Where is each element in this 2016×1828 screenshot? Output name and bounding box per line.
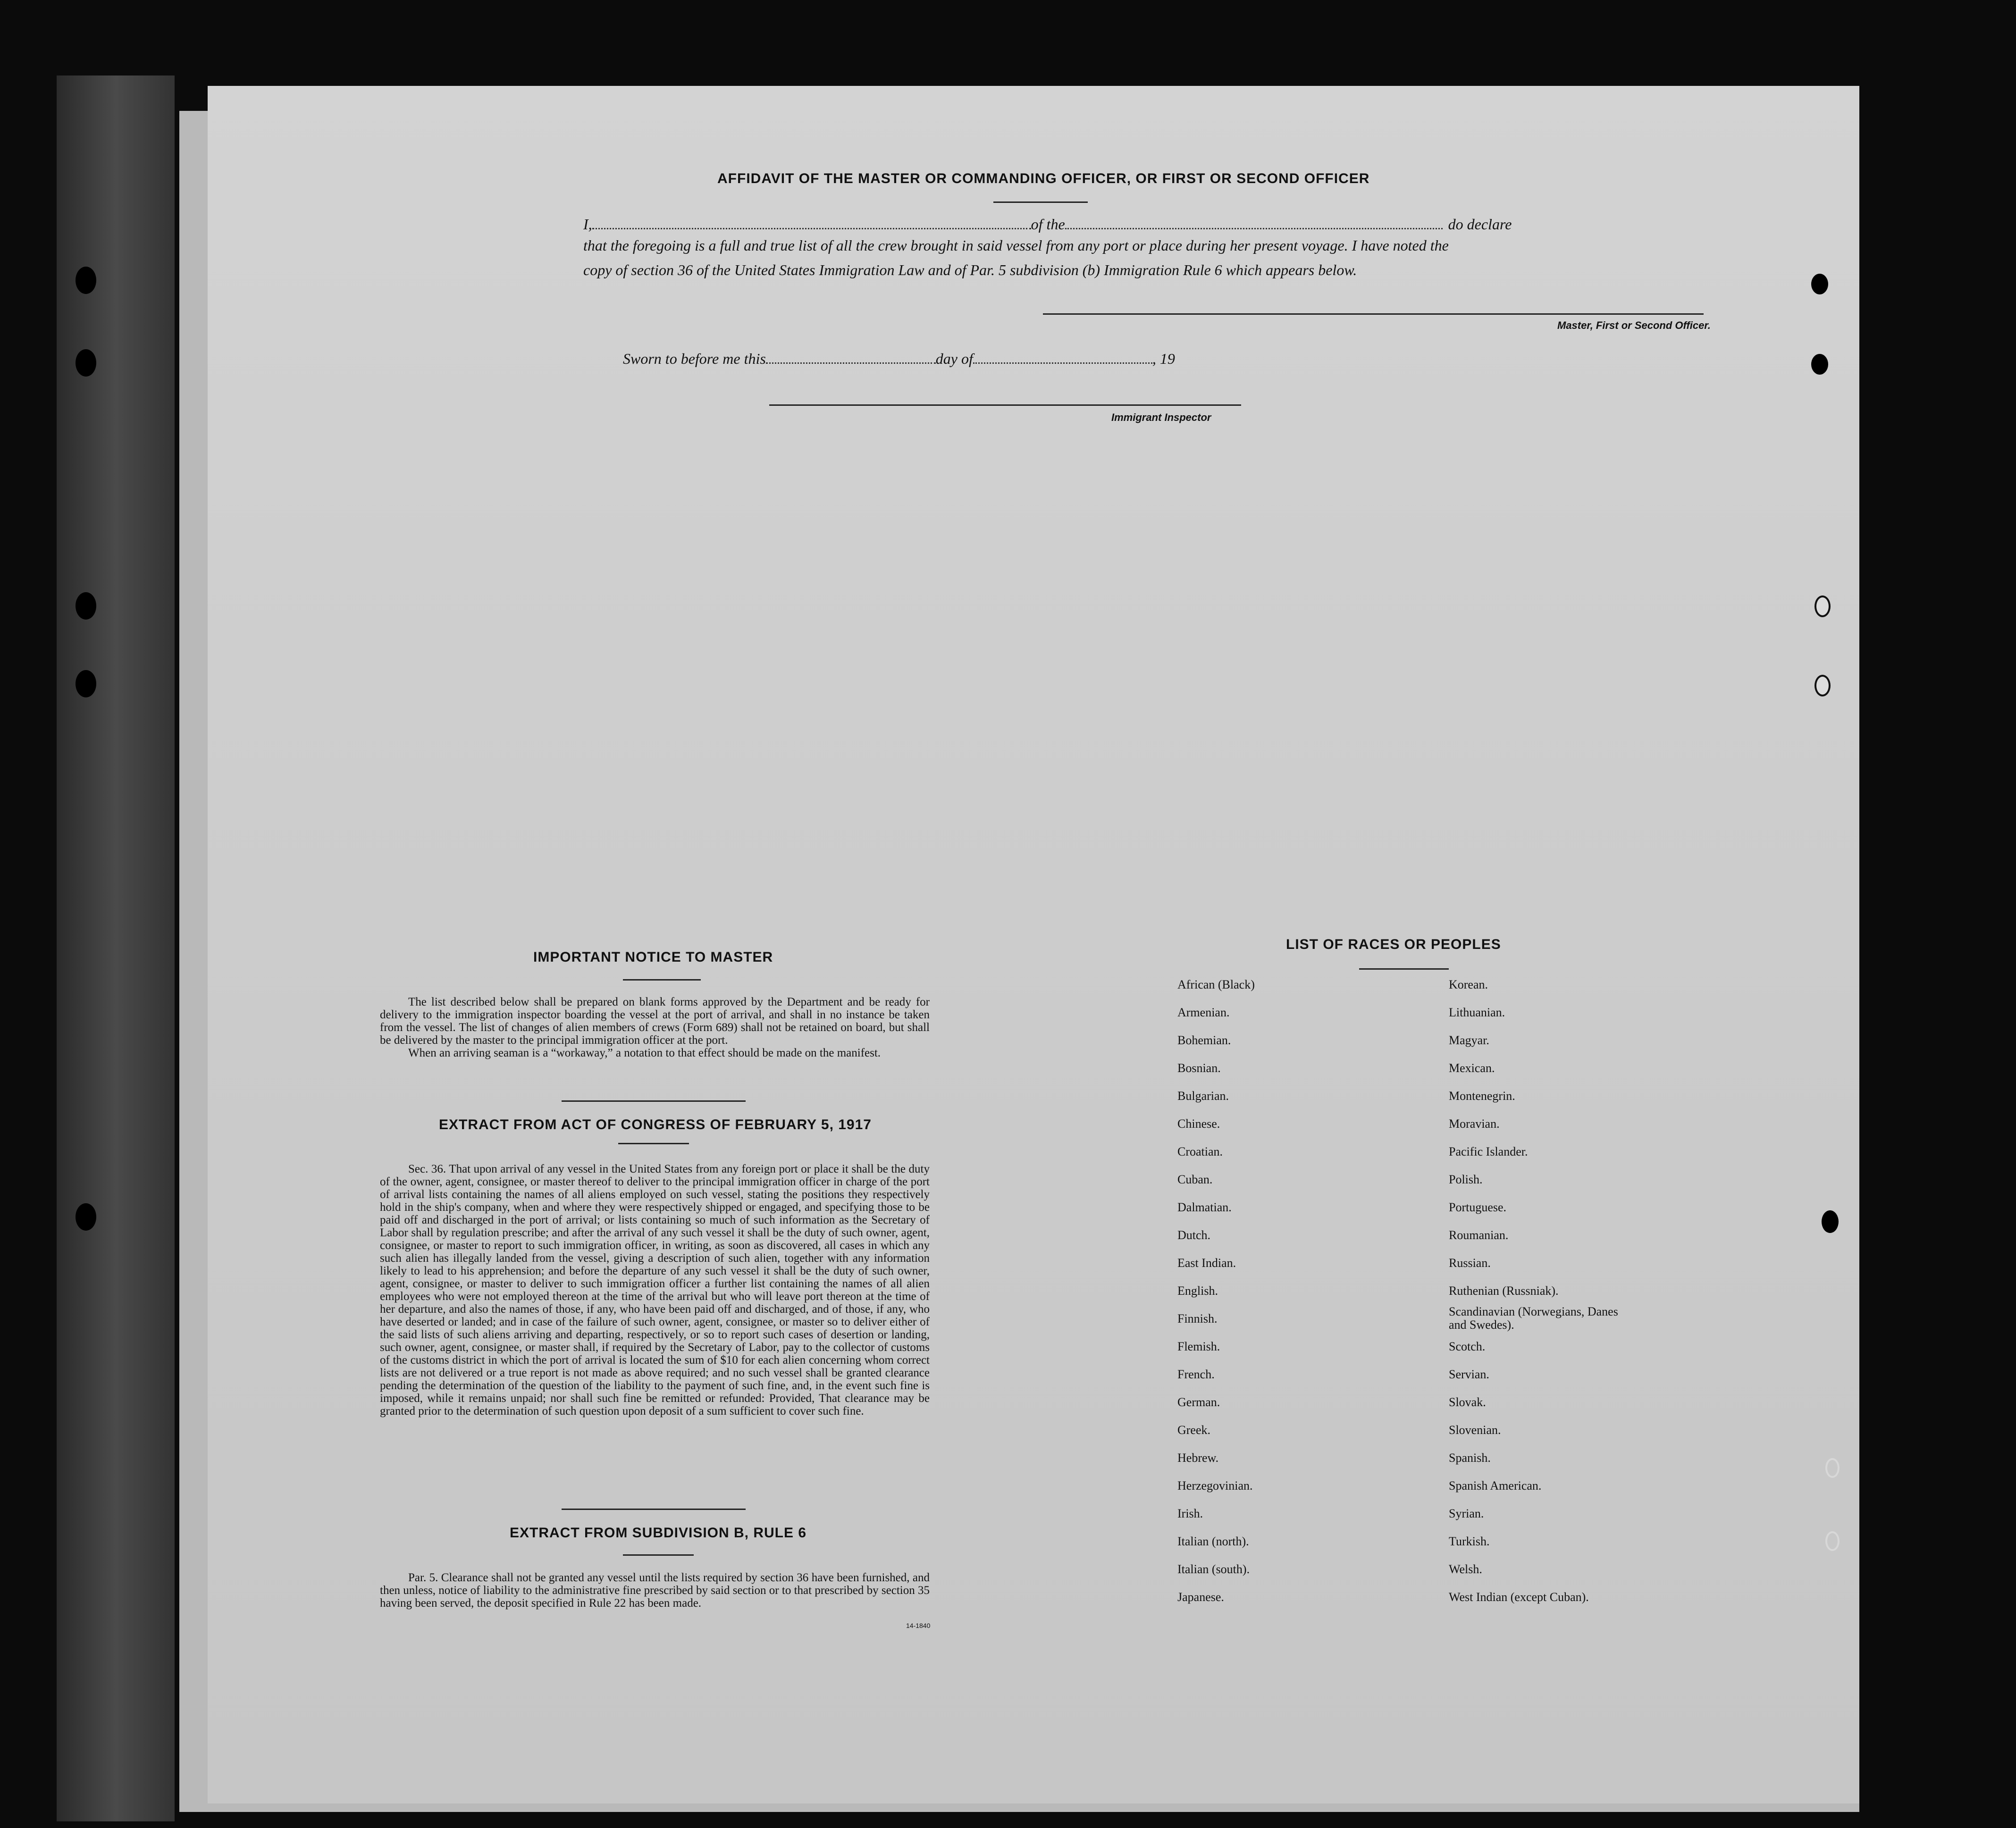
race-item: Korean. [1449, 978, 1488, 991]
punch-hole [1825, 1458, 1840, 1478]
punch-hole [1811, 274, 1828, 294]
race-item: Russian. [1449, 1256, 1491, 1270]
race-item: Dutch. [1177, 1228, 1211, 1242]
race-item: Finnish. [1177, 1312, 1218, 1325]
race-item: English. [1177, 1284, 1218, 1298]
extract-act-text [380, 1163, 930, 1417]
vessel-blank [1065, 216, 1443, 229]
affidavit-text: do declare [1448, 216, 1512, 233]
race-item: Ruthenian (Russniak). [1449, 1284, 1559, 1298]
race-item: Chinese. [1177, 1117, 1220, 1131]
race-item: Scotch. [1449, 1340, 1486, 1353]
race-item: Scandinavian (Norwegians, Danes and Swedes). [1449, 1305, 1618, 1332]
affidavit-text: I, [583, 216, 592, 233]
divider [1359, 968, 1449, 970]
race-item: Magyar. [1449, 1033, 1489, 1047]
punch-hole [76, 1203, 96, 1231]
race-item: Herzegovinian. [1177, 1479, 1253, 1493]
punch-hole [1811, 354, 1828, 375]
master-signature-label: Master, First or Second Officer. [1557, 319, 1711, 331]
punch-hole [1814, 675, 1831, 696]
race-item: Turkish. [1449, 1535, 1490, 1548]
extract-rule-title: EXTRACT FROM SUBDIVISION B, RULE 6 [510, 1525, 807, 1541]
race-item: Bulgarian. [1177, 1089, 1229, 1103]
notice-text [380, 996, 930, 1059]
extract-rule-paragraph: Par. 5. Clearance shall not be granted any vessel until the lists required by section 36 have been furnished, and then unless, notice of liability to the administrative fine prescribed by said section or to that prescribed by section 35 having been served, the deposit specified in Rule 22 has been made. [380, 1571, 930, 1610]
race-item: Moravian. [1449, 1117, 1500, 1131]
punch-hole [76, 670, 96, 697]
race-item: Greek. [1177, 1423, 1211, 1437]
race-item: Armenian. [1177, 1006, 1230, 1019]
affidavit-title: AFFIDAVIT OF THE MASTER OR COMMANDING OFFICER, OR FIRST OR SECOND OFFICER [717, 171, 1370, 186]
form-number: 14-1840 [906, 1622, 931, 1629]
race-item: Spanish. [1449, 1451, 1491, 1465]
race-item: Montenegrin. [1449, 1089, 1515, 1103]
extract-act-paragraph: Sec. 36. That upon arrival of any vessel in the United States from any foreign port or place it shall be the duty of the owner, agent, consignee, or master thereof to deliver to the principal immigration officer in charge of the port of arrival lists containing the names of all aliens employed on such vessel, stating the positions they respectively hold in the ship's company, when and where they were respectively shipped or engaged, and specifying those to be paid off and discharged in the port of arrival; or lists containing so much of such information as the Secretary of Labor shall by regulation prescribe; and after the arrival of any such vessel it shall be the duty of such owner, agent, consignee, or master to report to such immigration officer, in writing, as soon as discovered, all cases in which any such alien has illegally landed from the vessel, giving a description of such alien, together with any information likely to lead to his apprehension; and before the departure of any such vessel it shall be the duty of such owner, agent, consignee, or master to deliver to such immigration officer a further list containing the names of all alien employees who were not employed thereon at the time of the arrival but who will leave port thereon at the time of her departure, and also the names of those, if any, who have been paid off and discharged, and of those, if any, who have deserted or landed; and in case of the failure of such owner, agent, consignee, or master so to deliver either of the said lists of such aliens arriving and departing, respectively, or so to report such cases of desertion or landing, such owner, agent, consignee, or master shall, if required by the Secretary of Labor, pay to the collector of customs of the customs district in which the port of arrival is located the sum of $10 for each alien concerning whom correct lists are not delivered or a true report is not made as above required; and no such vessel shall be granted clearance pending the determination of the question of the liability to the payment of such fine, and, in the event such fine is imposed, while it remains unpaid; nor shall such fine be remitted or refunded: Provided, That clearance may be granted prior to the determination of such question upon deposit of a sum sufficient to cover such fine. [380, 1163, 930, 1417]
race-item: Slovak. [1449, 1395, 1486, 1409]
race-item: Japanese. [1177, 1590, 1224, 1604]
race-item: Slovenian. [1449, 1423, 1501, 1437]
inspector-label: Immigrant Inspector [1111, 411, 1211, 423]
race-item: French. [1177, 1367, 1215, 1381]
divider [562, 1509, 746, 1510]
race-item: Bosnian. [1177, 1061, 1221, 1075]
race-item: Servian. [1449, 1367, 1489, 1381]
sworn-line [623, 350, 1175, 368]
race-item: Bohemian. [1177, 1033, 1231, 1047]
race-item: West Indian (except Cuban). [1449, 1590, 1589, 1604]
race-item: Hebrew. [1177, 1451, 1219, 1465]
notice-title: IMPORTANT NOTICE TO MASTER [533, 949, 773, 965]
document-page [208, 86, 1859, 1803]
punch-hole [76, 349, 96, 377]
race-item: African (Black) [1177, 978, 1255, 991]
name-blank [592, 216, 1031, 229]
race-item: Lithuanian. [1449, 1006, 1505, 1019]
race-item: Portuguese. [1449, 1200, 1507, 1214]
affidavit-text: of the [1031, 216, 1065, 233]
notice-paragraph: When an arriving seaman is a “workaway,” a notation to that effect should be made on the manifest. [408, 1047, 881, 1059]
punch-hole [1825, 1531, 1840, 1551]
punch-hole [1822, 1210, 1839, 1233]
race-item: Roumanian. [1449, 1228, 1509, 1242]
affidavit-line-2: that the foregoing is a full and true list of all the crew brought in said vessel from any port or place during her present voyage. I have noted the [583, 237, 1449, 254]
notice-paragraph: The list described below shall be prepared on blank forms approved by the Department and be ready for delivery to the immigration inspector boarding the vessel at the port of arrival, and shall in no instance be taken from the vessel. The list of changes of alien members of crews (Form 689) shall not be retained on board, but shall be delivered by the master to the principal immigration officer at the port. [380, 996, 930, 1047]
race-item: Spanish American. [1449, 1479, 1542, 1493]
sworn-text: day of [935, 350, 973, 367]
sworn-text: , 19 [1152, 350, 1175, 367]
race-item: Croatian. [1177, 1145, 1223, 1158]
race-item: Italian (north). [1177, 1535, 1249, 1548]
film-frame-left [57, 75, 175, 1821]
race-item: East Indian. [1177, 1256, 1236, 1270]
race-item: Syrian. [1449, 1507, 1484, 1520]
punch-hole [76, 592, 96, 620]
punch-hole [76, 267, 96, 294]
extract-act-title: EXTRACT FROM ACT OF CONGRESS OF FEBRUARY 5, 1917 [439, 1117, 872, 1132]
divider [623, 1554, 694, 1556]
affidavit-line-1 [583, 216, 1512, 233]
punch-hole [1814, 595, 1831, 617]
race-item: Italian (south). [1177, 1562, 1250, 1576]
master-signature-line [1043, 313, 1704, 315]
month-blank [973, 350, 1152, 364]
race-item: Cuban. [1177, 1173, 1213, 1186]
divider [618, 1143, 689, 1144]
extract-rule-text [380, 1571, 930, 1610]
race-item: Pacific Islander. [1449, 1145, 1528, 1158]
race-item: Polish. [1449, 1173, 1483, 1186]
race-item: Irish. [1177, 1507, 1203, 1520]
race-item: Mexican. [1449, 1061, 1495, 1075]
race-item: Welsh. [1449, 1562, 1482, 1576]
divider [623, 979, 701, 981]
inspector-signature-line [769, 404, 1241, 406]
divider [562, 1100, 746, 1102]
races-title: LIST OF RACES OR PEOPLES [1286, 937, 1501, 952]
day-blank [766, 350, 936, 364]
race-item: Dalmatian. [1177, 1200, 1232, 1214]
divider [993, 201, 1088, 203]
race-item: Flemish. [1177, 1340, 1220, 1353]
affidavit-line-3: copy of section 36 of the United States Immigration Law and of Par. 5 subdivision (b) Immigration Rule 6 which appears below. [583, 261, 1357, 278]
sworn-text: Sworn to before me this [623, 350, 766, 367]
race-item: German. [1177, 1395, 1220, 1409]
